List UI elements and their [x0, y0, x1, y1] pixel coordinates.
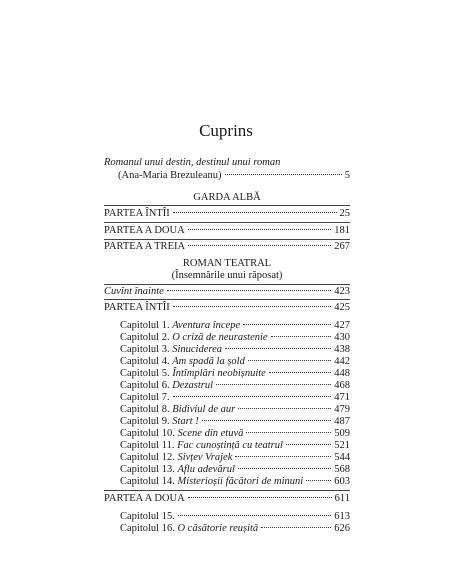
page-number: 521: [334, 440, 350, 451]
leader-dots: [286, 444, 331, 445]
chapter-number: Capitolul 6.: [120, 380, 170, 391]
page-number: 430: [334, 332, 350, 343]
page-number: 427: [334, 320, 350, 331]
leader-dots: [188, 245, 331, 246]
page-number: 425: [334, 302, 350, 313]
garda-part-3[interactable]: [104, 241, 350, 253]
page-number: 613: [334, 511, 350, 522]
chapter-number: Capitolul 9.: [120, 416, 170, 427]
leader-dots: [261, 527, 331, 528]
chapter-number: Capitolul 7.: [120, 392, 170, 403]
leader-dots: [167, 290, 331, 291]
chapter-entry[interactable]: [120, 392, 350, 404]
chapter-title: Am spadă la șold: [172, 356, 245, 367]
garda-heading: GARDA ALBĂ: [193, 192, 261, 203]
divider: [104, 222, 350, 223]
chapter-entry[interactable]: [120, 380, 350, 392]
chapter-number: Capitolul 10.: [120, 428, 175, 439]
leader-dots: [271, 336, 332, 337]
chapter-entry[interactable]: [120, 428, 350, 440]
chapter-title: Sivțev Vrajek: [177, 452, 233, 463]
page-number: 611: [334, 493, 350, 504]
leader-dots: [306, 480, 331, 481]
chapter-title: Întîmplări neobișnuite: [172, 368, 266, 379]
leader-dots: [202, 420, 331, 421]
leader-dots: [238, 408, 331, 409]
chapter-title: O criză de neurastenie: [172, 332, 268, 343]
page-number: 544: [334, 452, 350, 463]
divider: [104, 205, 350, 206]
chapter-entry[interactable]: [120, 404, 350, 416]
roman-heading: ROMAN TEATRAL: [182, 258, 272, 269]
page-number: 468: [334, 380, 350, 391]
part-label: PARTEA A TREIA: [104, 241, 186, 252]
leader-dots: [246, 432, 331, 433]
divider: [104, 299, 350, 300]
part-label: PARTEA A DOUA: [104, 493, 185, 504]
chapter-number: Capitolul 13.: [120, 464, 175, 475]
chapter-title: Bidiviul de aur: [172, 404, 236, 415]
divider: [104, 490, 350, 491]
part-label: PARTEA ÎNTÎI: [104, 302, 170, 313]
page-number: 25: [339, 208, 350, 219]
intro-author: (Ana-Maria Brezuleanu): [118, 170, 222, 181]
chapter-title: Misterioșii făcători de minuni: [177, 476, 304, 487]
roman-part-1[interactable]: [104, 302, 350, 314]
page-number: 509: [334, 428, 350, 439]
leader-dots: [225, 174, 342, 175]
intro-entry: [104, 156, 350, 182]
chapter-entry[interactable]: [120, 332, 350, 344]
chapter-title: Dezastrul: [172, 380, 214, 391]
chapter-entry[interactable]: [120, 416, 350, 428]
chapter-entry[interactable]: [120, 356, 350, 368]
page-number: 479: [334, 404, 350, 415]
leader-dots: [173, 212, 337, 213]
chapter-number: Capitolul 8.: [120, 404, 170, 415]
page-number: 267: [334, 241, 350, 252]
leader-dots: [178, 515, 331, 516]
page-title: Cuprins: [199, 121, 253, 140]
divider: [104, 284, 350, 285]
page-number: 487: [334, 416, 350, 427]
leader-dots: [173, 396, 332, 397]
chapter-entry[interactable]: [120, 344, 350, 356]
intro-title: Romanul unui destin, destinul unui roman: [104, 157, 281, 168]
roman-part-2[interactable]: [104, 493, 350, 505]
page-number: 442: [334, 356, 350, 367]
intro-page: 5: [344, 170, 350, 181]
part-label: PARTEA ÎNTÎI: [104, 208, 170, 219]
chapter-number: Capitolul 4.: [120, 356, 170, 367]
page-number: 471: [334, 392, 350, 403]
chapter-title: Sinuciderea: [172, 344, 222, 355]
leader-dots: [238, 468, 331, 469]
chapter-number: Capitolul 2.: [120, 332, 170, 343]
roman-subheading: (Însemnările unui răposat): [171, 270, 283, 281]
chapter-entry[interactable]: [120, 452, 350, 464]
chapter-entry[interactable]: [120, 320, 350, 332]
chapter-title: Start !: [172, 416, 199, 427]
chapter-number: Capitolul 1.: [120, 320, 170, 331]
chapter-entry[interactable]: [120, 511, 350, 523]
chapter-title: Aflu adevărul: [177, 464, 235, 475]
page-number: 438: [334, 344, 350, 355]
leader-dots: [188, 497, 332, 498]
chapter-title: Fac cunoștință cu teatrul: [177, 440, 283, 451]
chapter-number: Capitolul 5.: [120, 368, 170, 379]
leader-dots: [216, 384, 331, 385]
page-number: 626: [334, 523, 350, 534]
garda-part-2[interactable]: [104, 225, 350, 237]
leader-dots: [173, 306, 331, 307]
chapter-number: Capitolul 16.: [120, 523, 175, 534]
chapter-number: Capitolul 12.: [120, 452, 175, 463]
garda-part-1[interactable]: [104, 208, 350, 220]
page-number: 181: [334, 225, 350, 236]
chapter-number: Capitolul 14.: [120, 476, 175, 487]
chapter-entry[interactable]: [120, 368, 350, 380]
leader-dots: [188, 229, 332, 230]
page-number: 423: [334, 286, 350, 297]
leader-dots: [243, 324, 331, 325]
divider: [104, 239, 350, 240]
chapter-title: O căsătorie reușită: [177, 523, 259, 534]
part-label: PARTEA A DOUA: [104, 225, 185, 236]
leader-dots: [269, 372, 331, 373]
chapter-entry[interactable]: [120, 440, 350, 452]
page-number: 448: [334, 368, 350, 379]
chapter-entry[interactable]: [120, 476, 350, 488]
chapter-number: Capitolul 15.: [120, 511, 175, 522]
chapter-entry[interactable]: [120, 523, 350, 535]
leader-dots: [235, 456, 331, 457]
chapter-number: Capitolul 11.: [120, 440, 175, 451]
chapter-title: Scene din etuvă: [177, 428, 244, 439]
chapter-number: Capitolul 3.: [120, 344, 170, 355]
leader-dots: [248, 360, 331, 361]
roman-foreword[interactable]: [104, 286, 350, 298]
page-number: 568: [334, 464, 350, 475]
chapter-entry[interactable]: [120, 464, 350, 476]
chapter-title: Aventura începe: [172, 320, 241, 331]
leader-dots: [225, 348, 331, 349]
page-number: 603: [334, 476, 350, 487]
foreword-label: Cuvînt înainte: [104, 286, 164, 297]
